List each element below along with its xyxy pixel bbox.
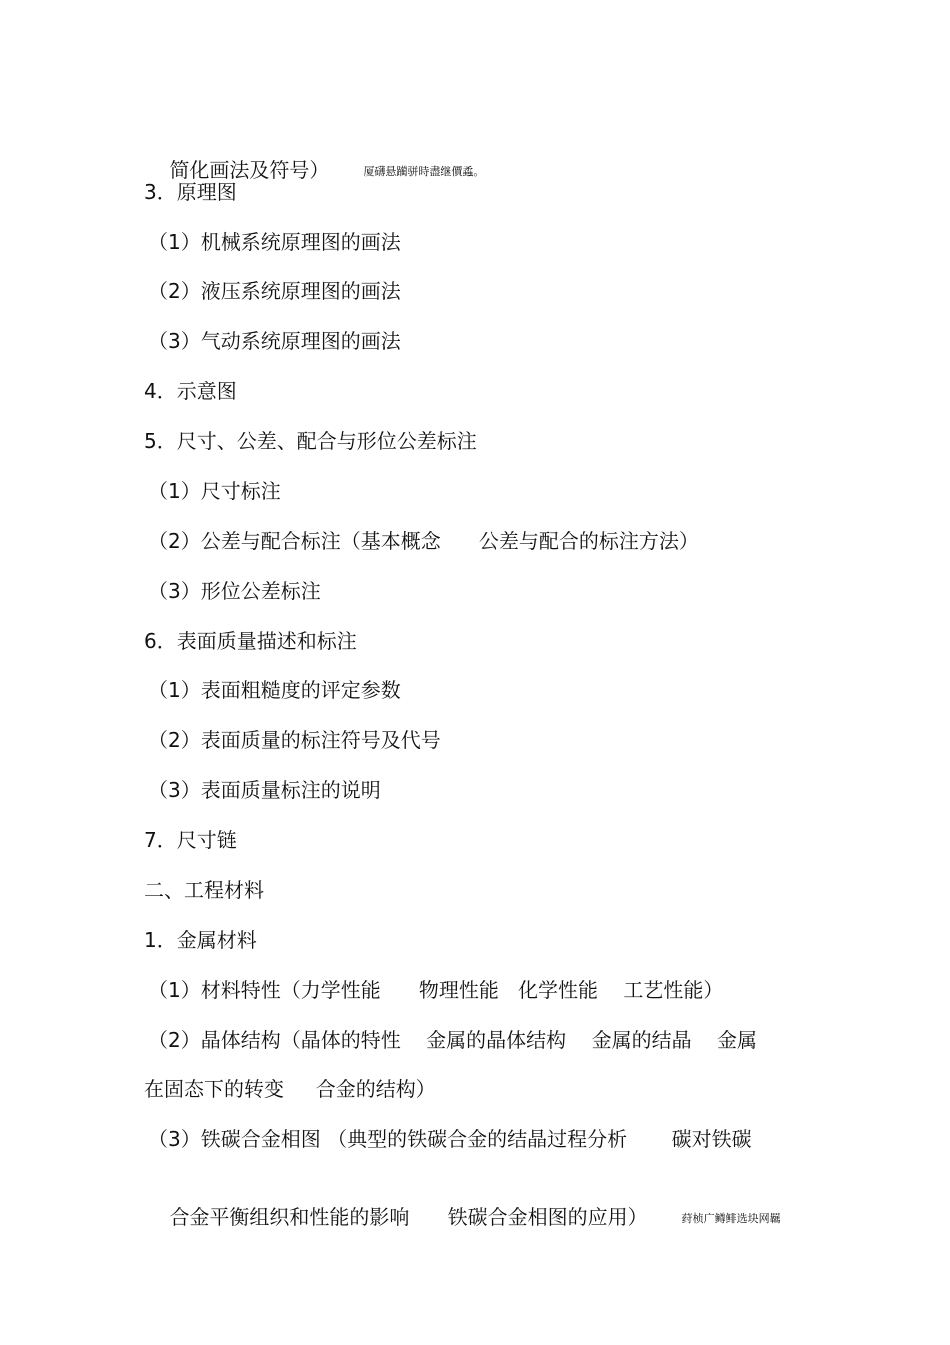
text-line-22 bbox=[144, 1175, 781, 1259]
text-line-4: （2）液压系统原理图的画法 bbox=[148, 279, 401, 303]
text-line-18: （1）材料特性（力学性能 物理性能 化学性能 工艺性能） bbox=[148, 978, 724, 1002]
garbled-note: 厦礴悬躏骈時盡继價蟊。 bbox=[363, 164, 485, 178]
text-line-9: （2）公差与配合标注（基本概念 公差与配合的标注方法） bbox=[148, 529, 699, 553]
text-line-13: （2）表面质量的标注符号及代号 bbox=[148, 728, 441, 752]
text-line-16: 二、工程材料 bbox=[144, 878, 264, 902]
line-text: 合金平衡组织和性能的影响 铁碳合金相图的应用） bbox=[169, 1205, 648, 1229]
text-line-20: 在固态下的转变 合金的结构） bbox=[144, 1077, 436, 1101]
garbled-note: 荮桢广鳟鲱选块网羈 bbox=[681, 1211, 781, 1225]
text-line-5: （3）气动系统原理图的画法 bbox=[148, 329, 401, 353]
text-line-2: 3．原理图 bbox=[144, 180, 237, 204]
text-line-21: （3）铁碳合金相图 （典型的铁碳合金的结晶过程分析 碳对铁碳 bbox=[148, 1127, 752, 1151]
line-text: 简化画法及符号） bbox=[169, 158, 330, 182]
text-line-8: （1）尺寸标注 bbox=[148, 479, 281, 503]
text-line-12: （1）表面粗糙度的评定参数 bbox=[148, 678, 401, 702]
text-line-14: （3）表面质量标注的说明 bbox=[148, 778, 381, 802]
text-line-7: 5．尺寸、公差、配合与形位公差标注 bbox=[144, 429, 477, 453]
text-line-6: 4．示意图 bbox=[144, 379, 237, 403]
text-line-11: 6．表面质量描述和标注 bbox=[144, 629, 357, 653]
text-line-19: （2）晶体结构（晶体的特性 金属的晶体结构 金属的结晶 金属 bbox=[148, 1028, 758, 1052]
text-line-3: （1）机械系统原理图的画法 bbox=[148, 230, 401, 254]
text-line-15: 7．尺寸链 bbox=[144, 828, 237, 852]
text-line-17: 1．金属材料 bbox=[144, 928, 257, 952]
text-line-10: （3）形位公差标注 bbox=[148, 579, 321, 603]
